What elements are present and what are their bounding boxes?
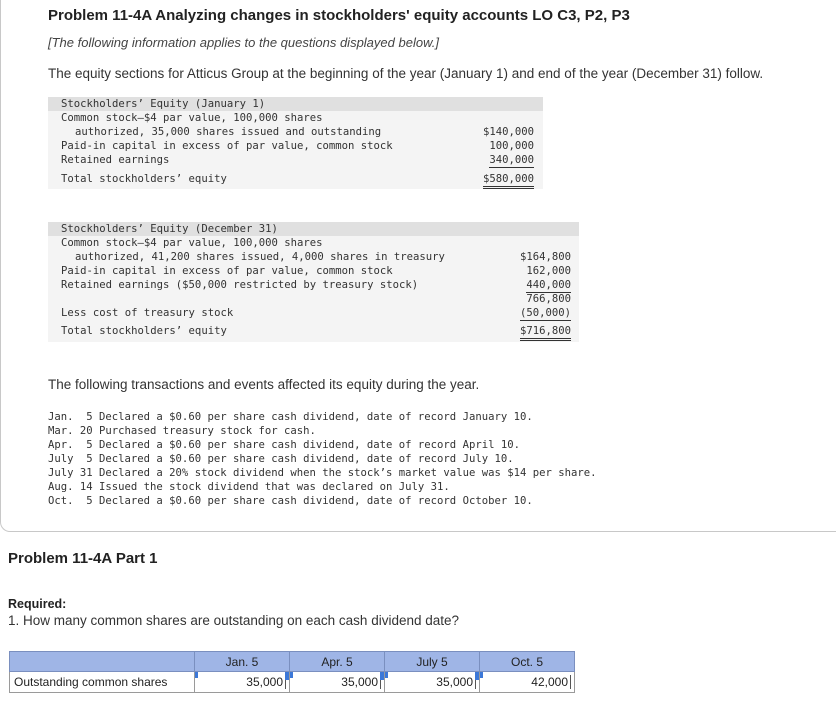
transactions-list: [48, 410, 597, 508]
transaction-line: Jan. 5 Declared a $0.60 per share cash dividend, date of record January 10.: [48, 411, 533, 423]
transactions-intro: The following transactions and events affected its equity during the year.: [48, 377, 480, 392]
column-header-oct5: Oct. 5: [480, 652, 575, 672]
column-header-july5: July 5: [385, 652, 480, 672]
column-header-apr5: Apr. 5: [290, 652, 385, 672]
problem-title: Problem 11-4A Analyzing changes in stockholders' equity accounts LO C3, P2, P3: [48, 7, 630, 24]
jan-paid-in-amount: 100,000: [489, 140, 534, 152]
required-label: Required:: [8, 597, 67, 611]
jan-common-stock-label: Common stock—$4 par value, 100,000 shares: [61, 112, 323, 124]
dec-retained-label: Retained earnings ($50,000 restricted by treasury stock): [61, 279, 419, 291]
table-row: [10, 672, 575, 693]
dec-subtotal-amount: 766,800: [526, 293, 571, 305]
transaction-line: Aug. 14 Issued the stock dividend that was declared on July 31.: [48, 481, 450, 493]
dec-paid-in-label: Paid-in capital in excess of par value, common stock: [61, 265, 393, 277]
jan-retained-amount: 340,000: [489, 154, 534, 166]
transaction-line: Oct. 5 Declared a $0.60 per share cash dividend, date of record October 10.: [48, 495, 533, 507]
problem-intro: The equity sections for Atticus Group at the beginning of the year (January 1) and end of the year (December 31) follow.: [48, 66, 764, 81]
transaction-line: July 31 Declared a 20% stock dividend when the stock’s market value was $14 per share.: [48, 467, 597, 479]
jan-total-label: Total stockholders’ equity: [61, 173, 227, 185]
jan-paid-in-label: Paid-in capital in excess of par value, common stock: [61, 140, 393, 152]
jan-equity-heading: Stockholders’ Equity (January 1): [48, 97, 543, 111]
answer-table: [9, 651, 575, 693]
dec-total-label: Total stockholders’ equity: [61, 325, 227, 337]
part-title: Problem 11-4A Part 1: [8, 550, 158, 567]
dec-common-stock-label: Common stock—$4 par value, 100,000 shares: [61, 237, 323, 249]
jan-common-stock-amount: $140,000: [482, 126, 534, 138]
dec-common-stock-amount: $164,800: [519, 251, 571, 263]
jan-equity-table: [48, 97, 543, 189]
jan-total-amount: $580,000: [483, 172, 534, 189]
required-question: 1. How many common shares are outstanding on each cash dividend date?: [8, 613, 460, 628]
column-header-jan5: Jan. 5: [195, 652, 290, 672]
jan-authorized-label: authorized, 35,000 shares issued and outstanding: [75, 126, 382, 138]
dec-total-amount: $716,800: [520, 324, 571, 341]
dec-retained-amount: 440,000: [526, 279, 571, 291]
problem-subtitle: [The following information applies to the questions displayed below.]: [48, 35, 439, 50]
dec-authorized-label: authorized, 41,200 shares issued, 4,000 shares in treasury: [75, 251, 445, 263]
row-label-outstanding-shares: Outstanding common shares: [10, 672, 195, 693]
answer-input-jan5[interactable]: 35,000: [195, 672, 290, 693]
dec-equity-heading: Stockholders’ Equity (December 31): [48, 222, 579, 236]
transaction-line: Apr. 5 Declared a $0.60 per share cash dividend, date of record April 10.: [48, 439, 520, 451]
dec-equity-table: [48, 222, 579, 342]
answer-table-corner: [10, 652, 195, 672]
answer-input-apr5[interactable]: 35,000: [290, 672, 385, 693]
dec-treasury-label: Less cost of treasury stock: [61, 307, 234, 319]
transaction-line: Mar. 20 Purchased treasury stock for cash.: [48, 425, 316, 437]
answer-input-oct5[interactable]: 42,000: [480, 672, 575, 693]
dec-treasury-amount: (50,000): [519, 307, 571, 319]
dec-paid-in-amount: 162,000: [526, 265, 571, 277]
jan-retained-label: Retained earnings: [61, 154, 170, 166]
transaction-line: July 5 Declared a $0.60 per share cash dividend, date of record July 10.: [48, 453, 514, 465]
answer-input-july5[interactable]: 35,000: [385, 672, 480, 693]
